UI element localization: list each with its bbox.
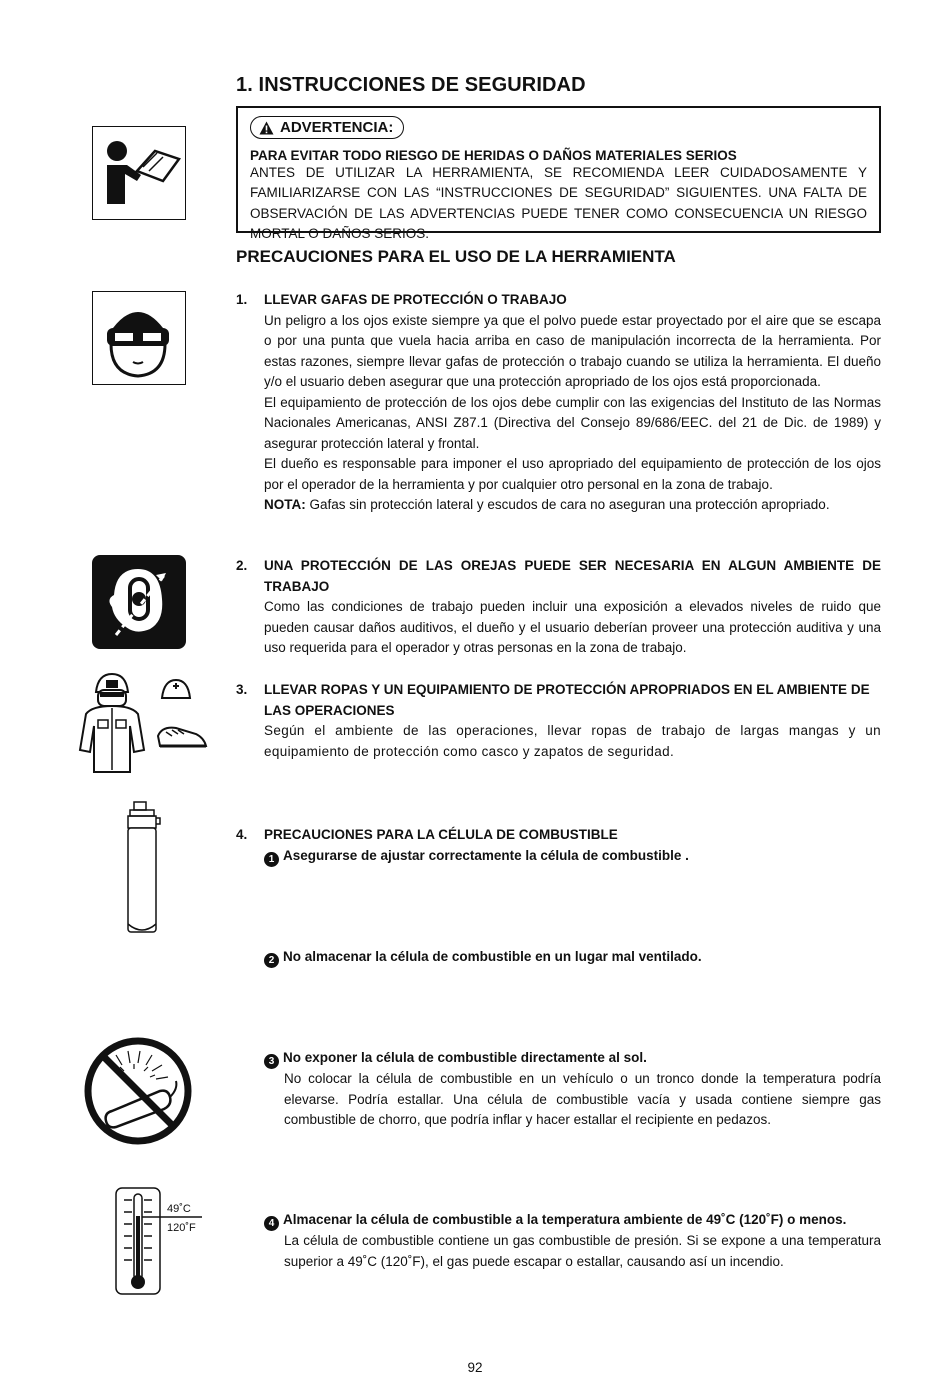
item-number: 2. (236, 558, 248, 573)
item-heading: UNA PROTECCIÓN DE LAS OREJAS PUEDE SER NECESARIA EN ALGUN AMBIENTE DE TRABAJO (264, 558, 881, 594)
fuel-cell-precaution-4 (264, 1210, 881, 1272)
precaution-heading: Asegurarse de ajustar correctamente la célula de combustible . (283, 847, 689, 863)
temperature-celsius-label: 49˚C (167, 1203, 191, 1215)
warning-text: ANTES DE UTILIZAR LA HERRAMIENTA, SE RECOMIENDA LEER CUIDADOSAMENTE Y FAMILIARIZARSE CON LAS “INSTRUCCIONES DE SEGURIDAD” SIGUIENTES. UNA FALTA DE OBSERVACIÓN DE LAS ADVERTENCIAS PUEDE TENER COMO CONSECUENCIA UN RIESGO MORTAL O DAÑOS SERIOS. (250, 164, 867, 241)
item-paragraph: El dueño es responsable para imponer el uso apropriado del equipamiento de protección de los ojos por el operador de la herramienta y por cualquier otro personal en la zona de trabajo. (264, 456, 881, 492)
warning-box (236, 106, 881, 241)
bullet-number-icon: 1 (264, 852, 279, 867)
bullet-number-icon: 2 (264, 953, 279, 968)
fuel-cell-precaution-2 (264, 947, 881, 968)
item-number: 3. (236, 682, 248, 697)
item-fuel-cell (236, 825, 881, 867)
thermometer-illustration (112, 1186, 212, 1298)
protective-clothing-illustration (72, 670, 212, 775)
no-sun-exposure-icon (82, 1035, 194, 1147)
read-manual-icon (92, 126, 186, 220)
warning-triangle-icon (259, 121, 274, 135)
page-number: 92 (467, 1360, 483, 1375)
bullet-number-icon: 3 (264, 1054, 279, 1069)
fuel-cell-precaution-3 (264, 1048, 881, 1131)
item-paragraph: Según el ambiente de las operaciones, llevar ropas de trabajo de largas mangas y un equipamiento de protección como casco y zapatos de seguridad. (264, 723, 881, 759)
item-heading: LLEVAR ROPAS Y UN EQUIPAMIENTO DE PROTECCIÓN APROPRIADOS EN EL AMBIENTE DE LAS OPERACIONES (264, 682, 870, 718)
note-label: NOTA: (264, 497, 306, 512)
fuel-cell-precaution-1 (264, 846, 881, 867)
warning-heading: PARA EVITAR TODO RIESGO DE HERIDAS O DAÑOS MATERIALES SERIOS (250, 147, 737, 163)
temperature-fahrenheit-label: 120˚F (167, 1222, 196, 1234)
item-paragraph: Como las condiciones de trabajo pueden incluir una exposición a elevados niveles de ruido que pueden causar daños auditivos, el dueño y el usuario deberían proveer una protección auditiva y una uso requerida para el operador y otras personas en la zona de trabajo. (264, 599, 881, 655)
page-title: 1. INSTRUCCIONES DE SEGURIDAD (236, 74, 586, 96)
section-title: PRECAUCIONES PARA EL USO DE LA HERRAMIENTA (236, 247, 676, 266)
precaution-heading: No exponer la célula de combustible directamente al sol. (283, 1050, 647, 1065)
item-heading: PRECAUCIONES PARA LA CÉLULA DE COMBUSTIBLE (264, 827, 618, 842)
item-ear-protection (236, 556, 881, 659)
item-paragraph: Un peligro a los ojos existe siempre ya que el polvo puede estar proyectado por el aire que se escapa o por una punta que vuela hacia arriba en caso de manipulación incorrecta de la herramienta. Por estas razones, siempre llevar gafas de protección o trabajo cuando se utiliza la herramienta. El dueño y/o el usuario deben asegurar que una protección apropriado de los ojos está proporcionada. (264, 312, 881, 389)
item-eye-protection (236, 290, 881, 516)
fuel-cell-illustration (120, 800, 164, 938)
precaution-heading: No almacenar la célula de combustible en un lugar mal ventilado. (283, 949, 702, 964)
safety-goggles-icon (92, 291, 186, 385)
item-number: 4. (236, 827, 248, 842)
precaution-heading: Almacenar la célula de combustible a la temperatura ambiente de 49˚C (120˚F) o menos. (283, 1212, 847, 1227)
item-heading: LLEVAR GAFAS DE PROTECCIÓN O TRABAJO (264, 292, 567, 307)
item-number: 1. (236, 292, 248, 307)
item-note (264, 495, 881, 516)
ear-protection-icon (92, 555, 186, 649)
warning-label: ADVERTENCIA: (280, 119, 394, 136)
precaution-text: La célula de combustible contiene un gas combustible de presión. Si se expone a una temperatura superior a 49˚C (120˚F), el gas puede escapar o estallar, causando así un incendio. (284, 1233, 881, 1269)
precaution-text: No colocar la célula de combustible en un vehículo o un tronco donde la temperatura podría elevarse. Podría estallar. Una célula de combustible vacía y usada contiene siempre gas combustible de chorro, que podría inflar y hacer estallar el recipiente en pedazos. (284, 1071, 881, 1127)
warning-badge (250, 116, 404, 139)
item-paragraph: El equipamiento de protección de los ojos debe cumplir con las exigencias del Instituto de las Normas Nacionales Americanas, ANSI Z87.1 (Directiva del Consejo 89/686/EEC. del 21 de Dic. de 1989) y asegurar protección lateral y frontal. (264, 394, 881, 451)
bullet-number-icon: 4 (264, 1216, 279, 1231)
note-text: Gafas sin protección lateral y escudos de cara no aseguran una protección apropriado. (305, 497, 830, 512)
item-protective-clothing (236, 680, 881, 762)
